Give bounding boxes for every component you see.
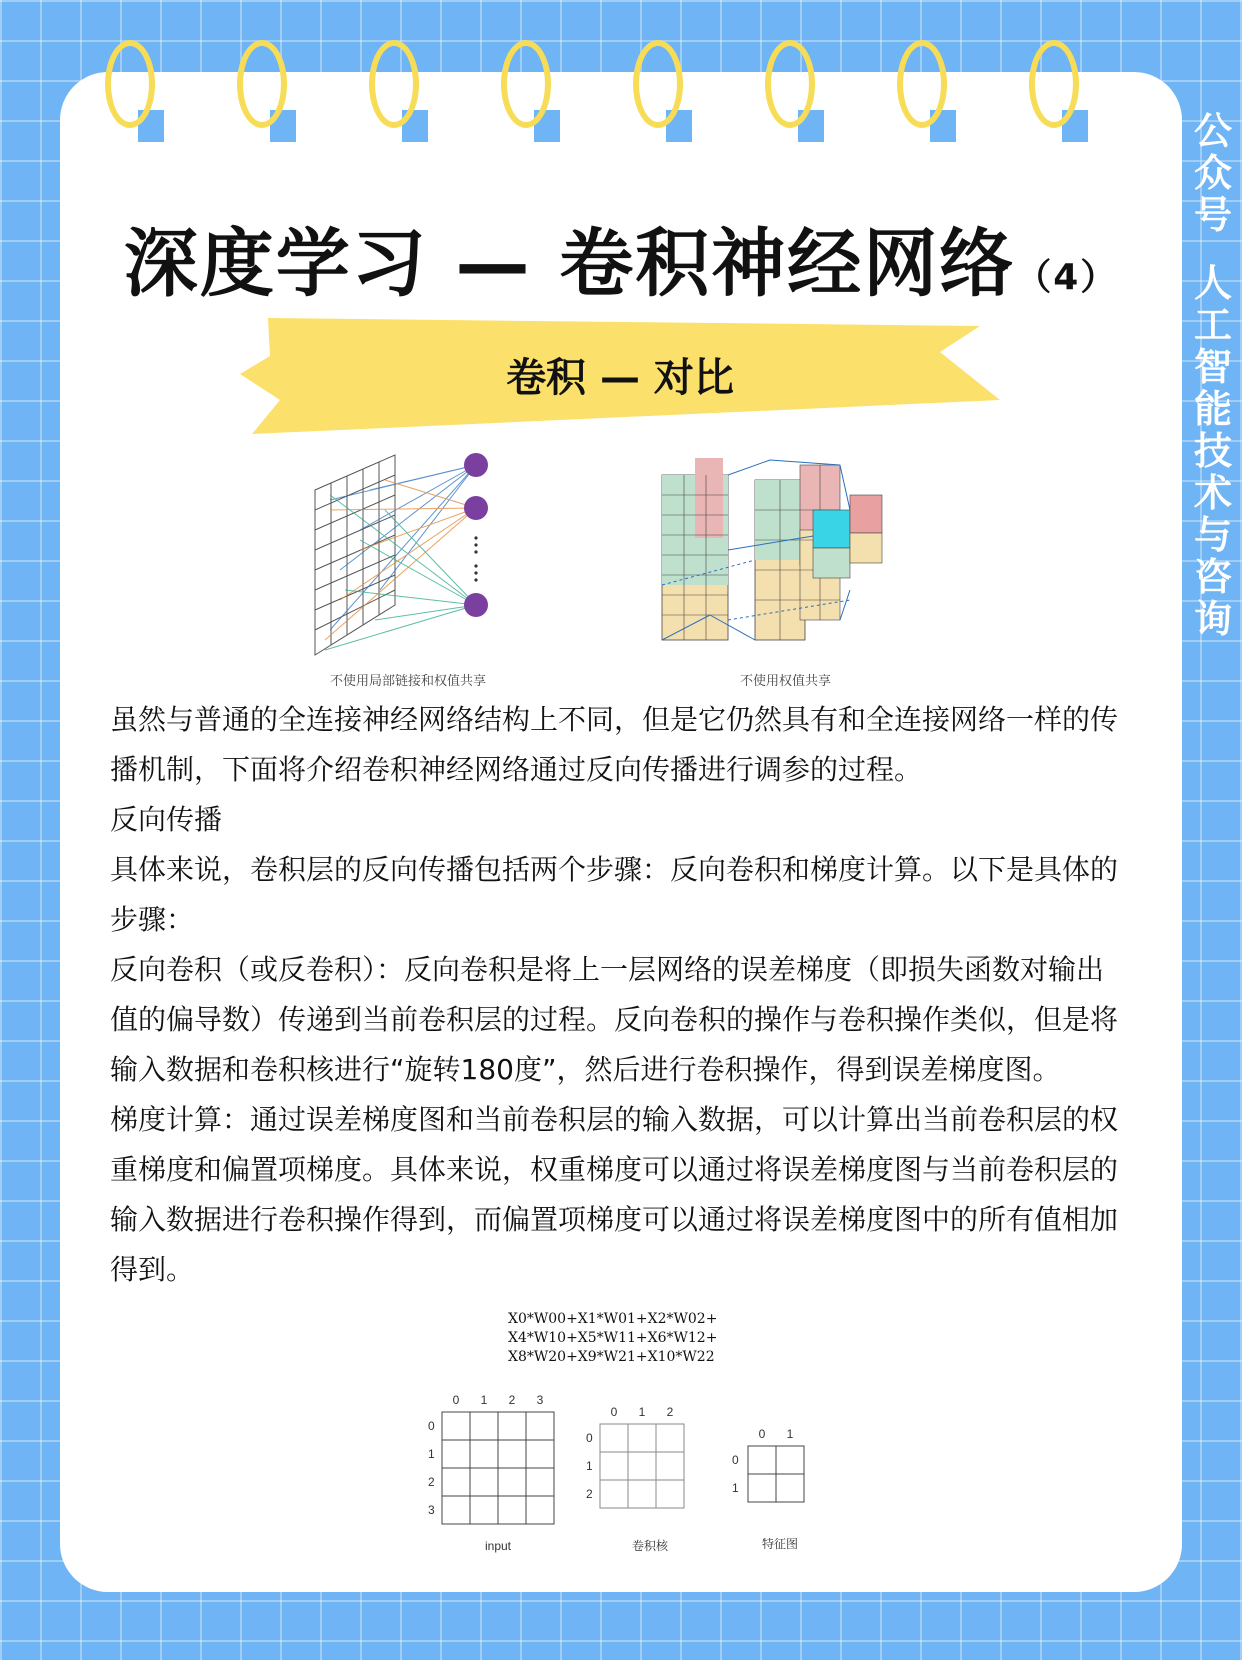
grid-label: 特征图 — [761, 1537, 799, 1551]
grid-col-label: 0 — [452, 1393, 460, 1407]
side-char: 术 — [1193, 471, 1232, 515]
binder-ring — [105, 40, 155, 128]
binder-ring — [1029, 40, 1079, 128]
paragraph: 反向传播 — [110, 803, 223, 836]
convolution-grids — [400, 1380, 820, 1570]
left-figure-caption: 不使用局部链接和权值共享 — [330, 674, 487, 689]
side-char: 与 — [1193, 513, 1232, 557]
binder-ring — [765, 40, 815, 128]
side-char: 咨 — [1193, 555, 1232, 599]
grid-label: 卷积核 — [631, 1539, 669, 1553]
formula-line: X0*W00+X1*W01+X2*W02+ — [508, 1311, 718, 1327]
side-char: 智 — [1193, 345, 1232, 389]
grid-col-label: 1 — [480, 1393, 488, 1407]
paragraph: 梯度计算：通过误差梯度图和当前卷积层的输入数据，可以计算出当前卷积层的权重梯度和偏置项梯度。具体来说，权重梯度可以通过将误差梯度图与当前卷积层的输入数据进行卷积操作得到，而偏置项梯度可以通过将误差梯度图中的所有值相加得到。 — [110, 1103, 1119, 1286]
grid-col-label: 1 — [786, 1427, 794, 1441]
ribbon-label: 卷积 — 对比 — [506, 355, 734, 401]
grid-row-label: 2 — [428, 1475, 435, 1489]
grid-row-label: 3 — [428, 1503, 435, 1517]
grid-col-label: 0 — [610, 1405, 618, 1419]
title-main: 深度学习 — 卷积神经网络 — [123, 221, 1016, 307]
grid-label: input — [484, 1539, 512, 1553]
grid-row-label: 2 — [586, 1487, 593, 1501]
title-suffix: （4） — [1015, 257, 1119, 298]
grid-col-label: 0 — [758, 1427, 766, 1441]
side-char: 工 — [1193, 303, 1232, 347]
binder-ring — [237, 40, 287, 128]
right-figure-caption: 不使用权值共享 — [740, 674, 832, 689]
convolution-formula — [508, 1310, 717, 1367]
neuron-node — [464, 593, 488, 617]
grid-row-label: 1 — [586, 1459, 593, 1473]
paragraph: 具体来说，卷积层的反向传播包括两个步骤：反向卷积和梯度计算。以下是具体的步骤： — [110, 853, 1119, 936]
side-char: 技 — [1193, 429, 1232, 473]
side-char: 号 — [1193, 193, 1232, 237]
neuron-node — [464, 496, 488, 520]
side-char: 众 — [1193, 151, 1232, 195]
local-connection-diagram — [650, 450, 910, 670]
grid-row-label: 0 — [732, 1453, 739, 1467]
side-char: 公 — [1193, 109, 1232, 153]
side-char: 能 — [1193, 387, 1232, 431]
grid-col-label: 1 — [638, 1405, 646, 1419]
grid-col-label: 3 — [536, 1393, 544, 1407]
binder-ring — [369, 40, 419, 128]
grid-col-label: 2 — [666, 1405, 674, 1419]
side-char: 人 — [1193, 261, 1232, 305]
binder-ring — [897, 40, 947, 128]
grid-row-label: 0 — [586, 1431, 593, 1445]
article-body — [110, 695, 1130, 1295]
fully-connected-diagram — [300, 450, 510, 670]
side-label — [1188, 110, 1238, 640]
binder-ring — [633, 40, 683, 128]
formula-line: X4*W10+X5*W11+X6*W12+ — [508, 1330, 718, 1346]
grid-col-label: 2 — [508, 1393, 516, 1407]
paragraph: 虽然与普通的全连接神经网络结构上不同，但是它仍然具有和全连接网络一样的传播机制，下面将介绍卷积神经网络通过反向传播进行调参的过程。 — [110, 703, 1119, 786]
grid-row-label: 1 — [732, 1481, 739, 1495]
binder-ring — [501, 40, 551, 128]
grid-row-label: 1 — [428, 1447, 435, 1461]
page-title — [0, 205, 1242, 311]
side-char: 询 — [1193, 597, 1232, 641]
neuron-node — [464, 453, 488, 477]
formula-line: X8*W20+X9*W21+X10*W22 — [508, 1349, 715, 1365]
grid-row-label: 0 — [428, 1419, 435, 1433]
paragraph: 反向卷积（或反卷积）：反向卷积是将上一层网络的误差梯度（即损失函数对输出值的偏导数）传递到当前卷积层的过程。反向卷积的操作与卷积操作类似，但是将输入数据和卷积核进行“旋转180度”，然后进行卷积操作，得到误差梯度图。 — [110, 953, 1119, 1086]
